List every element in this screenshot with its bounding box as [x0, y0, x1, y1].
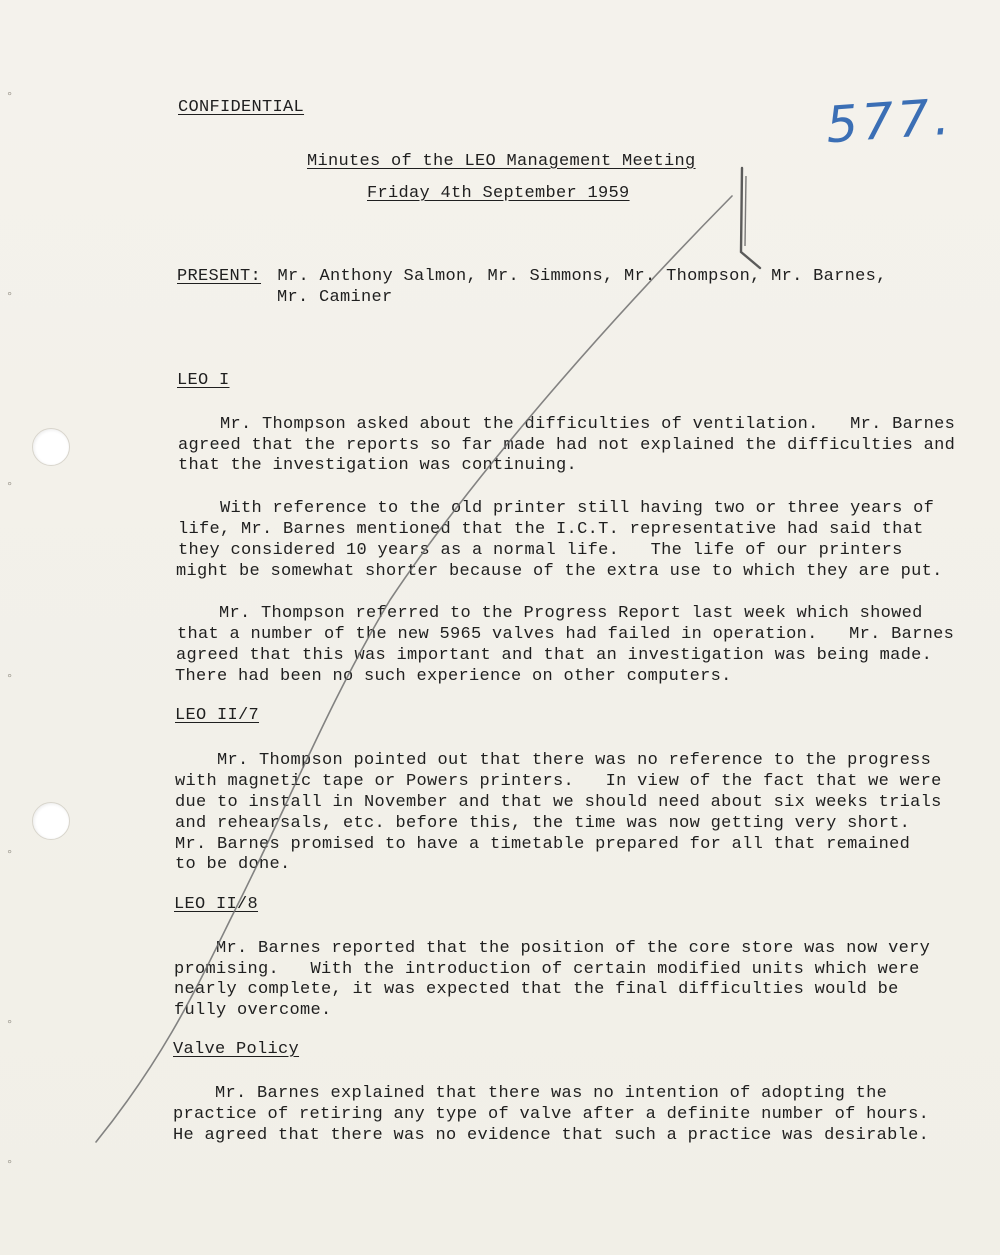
- body-line: agreed that this was important and that an investigation was being made.: [176, 646, 933, 665]
- present-line: Mr. Anthony Salmon, Mr. Simmons, Mr. Thompson, Mr. Barnes,: [267, 267, 887, 286]
- document-title: Minutes of the LEO Management Meeting: [307, 152, 696, 171]
- margin-mark: °: [6, 1158, 14, 1172]
- body-line: He agreed that there was no evidence that such a practice was desirable.: [173, 1126, 930, 1145]
- body-line: that the investigation was continuing.: [178, 456, 578, 475]
- body-line: might be somewhat shorter because of the extra use to which they are put.: [176, 562, 943, 581]
- body-line: There had been no such experience on other computers.: [175, 667, 732, 686]
- meeting-date: Friday 4th September 1959: [367, 184, 630, 203]
- punch-hole-bottom: [32, 802, 70, 840]
- margin-mark: °: [6, 1018, 14, 1032]
- margin-mark: °: [6, 848, 14, 862]
- section-heading: LEO II/8: [174, 895, 259, 914]
- present-line: Mr. Caminer: [277, 288, 393, 307]
- body-line: they considered 10 years as a normal life. The life of our printers: [178, 541, 903, 560]
- body-line: fully overcome.: [174, 1001, 332, 1020]
- handwritten-number: 577.: [824, 87, 956, 155]
- present-label: PRESENT:: [177, 267, 262, 286]
- body-line: Mr. Thompson asked about the difficulties of ventilation. Mr. Barnes: [178, 415, 956, 434]
- body-line: agreed that the reports so far made had not explained the difficulties and: [178, 436, 956, 455]
- body-line: With reference to the old printer still having two or three years of: [178, 499, 935, 518]
- body-line: and rehearsals, etc. before this, the time was now getting very short.: [175, 814, 911, 833]
- body-line: nearly complete, it was expected that the final difficulties would be: [174, 980, 899, 999]
- margin-mark: °: [6, 290, 14, 304]
- confidential-label: CONFIDENTIAL: [178, 98, 305, 117]
- body-line: life, Mr. Barnes mentioned that the I.C.T. representative had said that: [178, 520, 924, 539]
- punch-hole-top: [32, 428, 70, 466]
- body-line: that a number of the new 5965 valves had failed in operation. Mr. Barnes: [177, 625, 955, 644]
- body-line: Mr. Thompson referred to the Progress Report last week which showed: [177, 604, 923, 623]
- margin-mark: °: [6, 480, 14, 494]
- section-heading: Valve Policy: [173, 1040, 300, 1059]
- body-line: to be done.: [175, 855, 291, 874]
- body-line: Mr. Barnes explained that there was no intention of adopting the: [173, 1084, 888, 1103]
- body-line: promising. With the introduction of certain modified units which were: [174, 960, 920, 979]
- body-line: Mr. Barnes reported that the position of the core store was now very: [174, 939, 931, 958]
- margin-mark: °: [6, 90, 14, 104]
- section-heading: LEO I: [177, 371, 230, 390]
- body-line: Mr. Barnes promised to have a timetable prepared for all that remained: [175, 835, 911, 854]
- body-line: with magnetic tape or Powers printers. In view of the fact that we were: [175, 772, 942, 791]
- body-line: practice of retiring any type of valve after a definite number of hours.: [173, 1105, 930, 1124]
- section-heading: LEO II/7: [175, 706, 260, 725]
- body-line: Mr. Thompson pointed out that there was no reference to the progress: [175, 751, 932, 770]
- margin-mark: °: [6, 672, 14, 686]
- body-line: due to install in November and that we should need about six weeks trials: [175, 793, 942, 812]
